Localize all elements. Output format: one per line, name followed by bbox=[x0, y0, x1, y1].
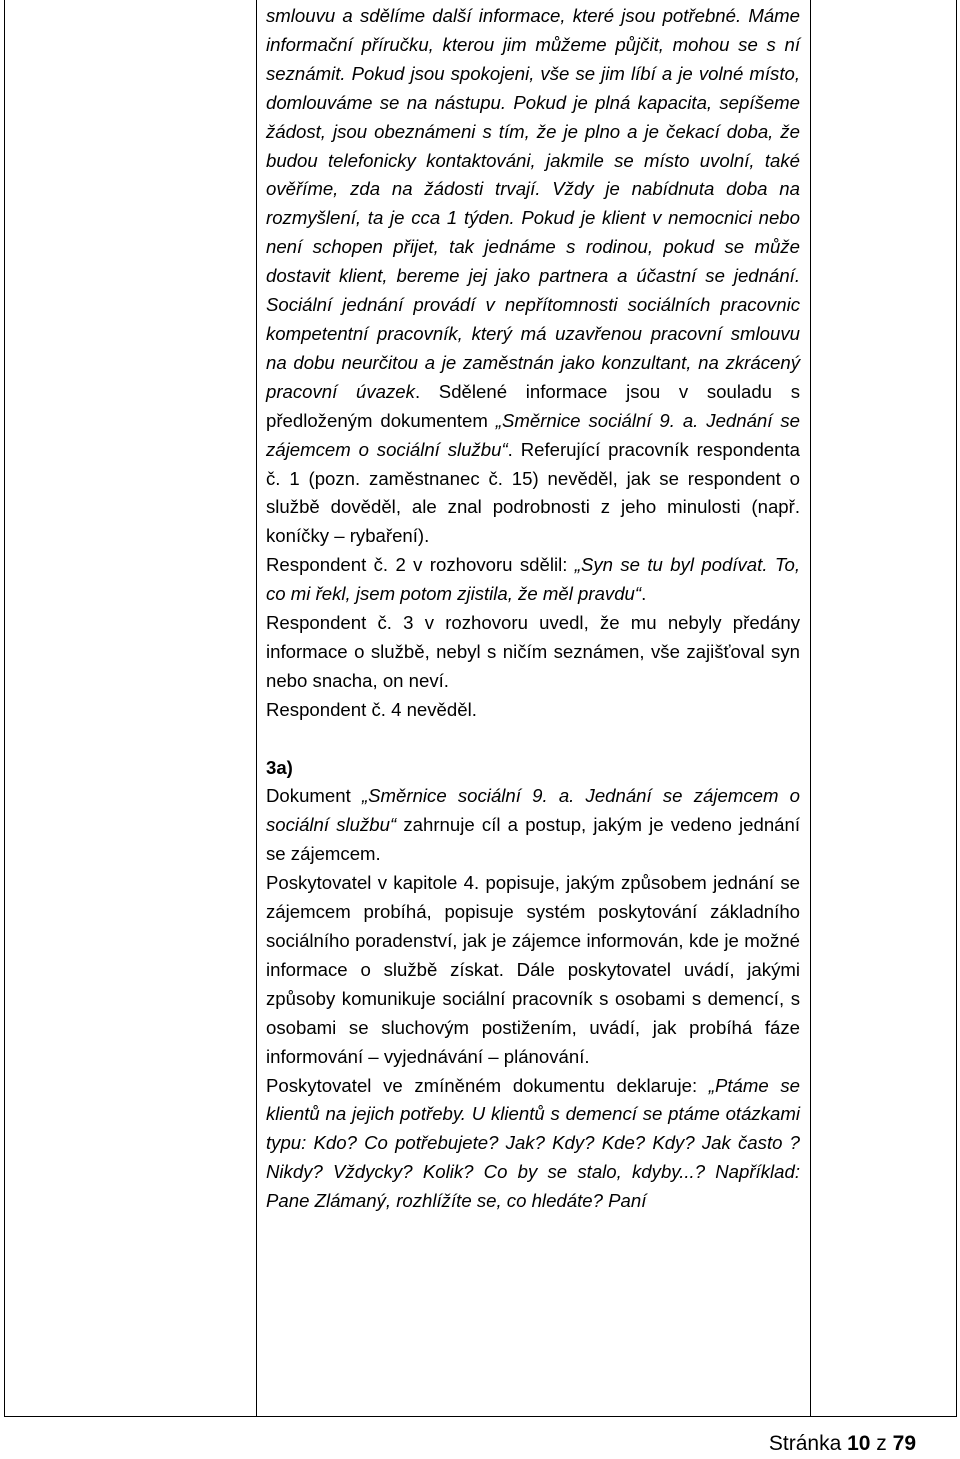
table-border-bottom bbox=[4, 1416, 957, 1417]
text-run: Dokument bbox=[266, 785, 362, 807]
text-run: „Směrnice sociální 9. a. Jednání se zájemcem o sociální službu“ bbox=[266, 785, 800, 836]
paragraph bbox=[266, 609, 800, 696]
current-page-number: 10 bbox=[847, 1432, 871, 1455]
text-run: smlouvu a sdělíme další informace, které jsou potřebné. Máme informační příručku, kterou jim můžeme půjčit, mohou se s ní seznámit. Pokud jsou spokojeni, vše se jim líbí a je volné místo, domlouváme se na nástupu. Pokud je plná kapacita, sepíšeme žádost, jsou obeznámeni s tím, že je plno a je čekací doba, že budou telefonicky kontaktováni, jakmile se místo uvolní, také ověříme, zda na žádosti trvají. Vždy je nabídnuta doba na rozmyšlení, ta je cca 1 týden. Pokud je klient v nemocnici nebo není schopen přijet, tak jednáme s rodinou, pokud se může dostavit klient, bereme jej jako partnera a účastní se jednání. Sociální jednání provádí v nepřítomnosti sociálních pracovnic kompetentní pracovník, který má uzavřenou pracovní smlouvu na dobu neurčitou a je zaměstnán jako konzultant, na zkrácený pracovní úvazek bbox=[266, 5, 800, 402]
text-run: Respondent č. 2 v rozhovoru sdělil: bbox=[266, 554, 575, 576]
paragraph bbox=[266, 1072, 800, 1217]
text-cell bbox=[266, 2, 800, 1216]
table-border-right bbox=[956, 0, 957, 1417]
text-run: 3a) bbox=[266, 756, 293, 778]
text-run: zahrnuje cíl a postup, jakým je vedeno jednání se zájemcem. bbox=[266, 814, 801, 865]
footer-separator: z bbox=[876, 1432, 887, 1455]
table-border-col1 bbox=[256, 0, 257, 1417]
paragraph bbox=[266, 696, 800, 725]
paragraph bbox=[266, 2, 800, 551]
text-run: „Směrnice sociální 9. a. Jednání se zájemcem o sociální službu“ bbox=[266, 409, 800, 460]
text-run: . Sdělené informace jsou v souladu s předloženým dokumentem bbox=[266, 380, 800, 431]
paragraph-gap bbox=[266, 725, 800, 754]
text-run: Respondent č. 3 v rozhovoru uvedl, že mu nebyly předány informace o službě, nebyl s ničím seznámen, vše zajišťoval syn nebo snacha, on neví. bbox=[266, 612, 800, 691]
paragraph bbox=[266, 754, 800, 783]
text-run: . Referující pracovník respondenta č. 1 (pozn. zaměstnanec č. 15) nevěděl, jak se respondent o službě dověděl, ale znal podrobnosti z jeho minulosti (např. koníčky – rybaření). bbox=[266, 438, 800, 547]
paragraph bbox=[266, 782, 800, 869]
text-run: „Syn se tu byl podívat. To, co mi řekl, jsem potom zjistila, že měl pravdu“ bbox=[266, 554, 800, 605]
paragraph bbox=[266, 551, 800, 609]
table-border-col2 bbox=[810, 0, 811, 1417]
footer-label: Stránka bbox=[768, 1432, 842, 1455]
total-pages: 79 bbox=[892, 1432, 916, 1455]
page-footer bbox=[769, 1432, 916, 1456]
table-border-left bbox=[4, 0, 5, 1417]
text-run: „Ptáme se klientů na jejich potřeby. U klientů s demencí se ptáme otázkami typu: Kdo? Co potřebujete? Jak? Kdy? Kde? Kdy? Jak často ? Nikdy? Vždycky? Kolik? Co by se stalo, kdyby...? Například: Pane Zlámaný, rozhlížíte se, co hledáte? Paní bbox=[266, 1074, 801, 1212]
text-run: Poskytovatel ve zmíněném dokumentu deklaruje: bbox=[266, 1074, 709, 1096]
paragraph bbox=[266, 869, 800, 1071]
text-run: . bbox=[641, 583, 647, 605]
text-run: Poskytovatel v kapitole 4. popisuje, jakým způsobem jednání se zájemcem probíhá, popisuje systém poskytování základního sociálního poradenství, jak je zájemce informován, kde je možné informace o službě získat. Dále poskytovatel uvádí, jakými způsoby komunikuje sociální pracovník s osobami s demencí, s osobami se sluchovým postižením, uvádí, jak probíhá fáze informování – vyjednávání – plánování. bbox=[266, 872, 800, 1067]
text-run: Respondent č. 4 nevěděl. bbox=[266, 698, 477, 720]
